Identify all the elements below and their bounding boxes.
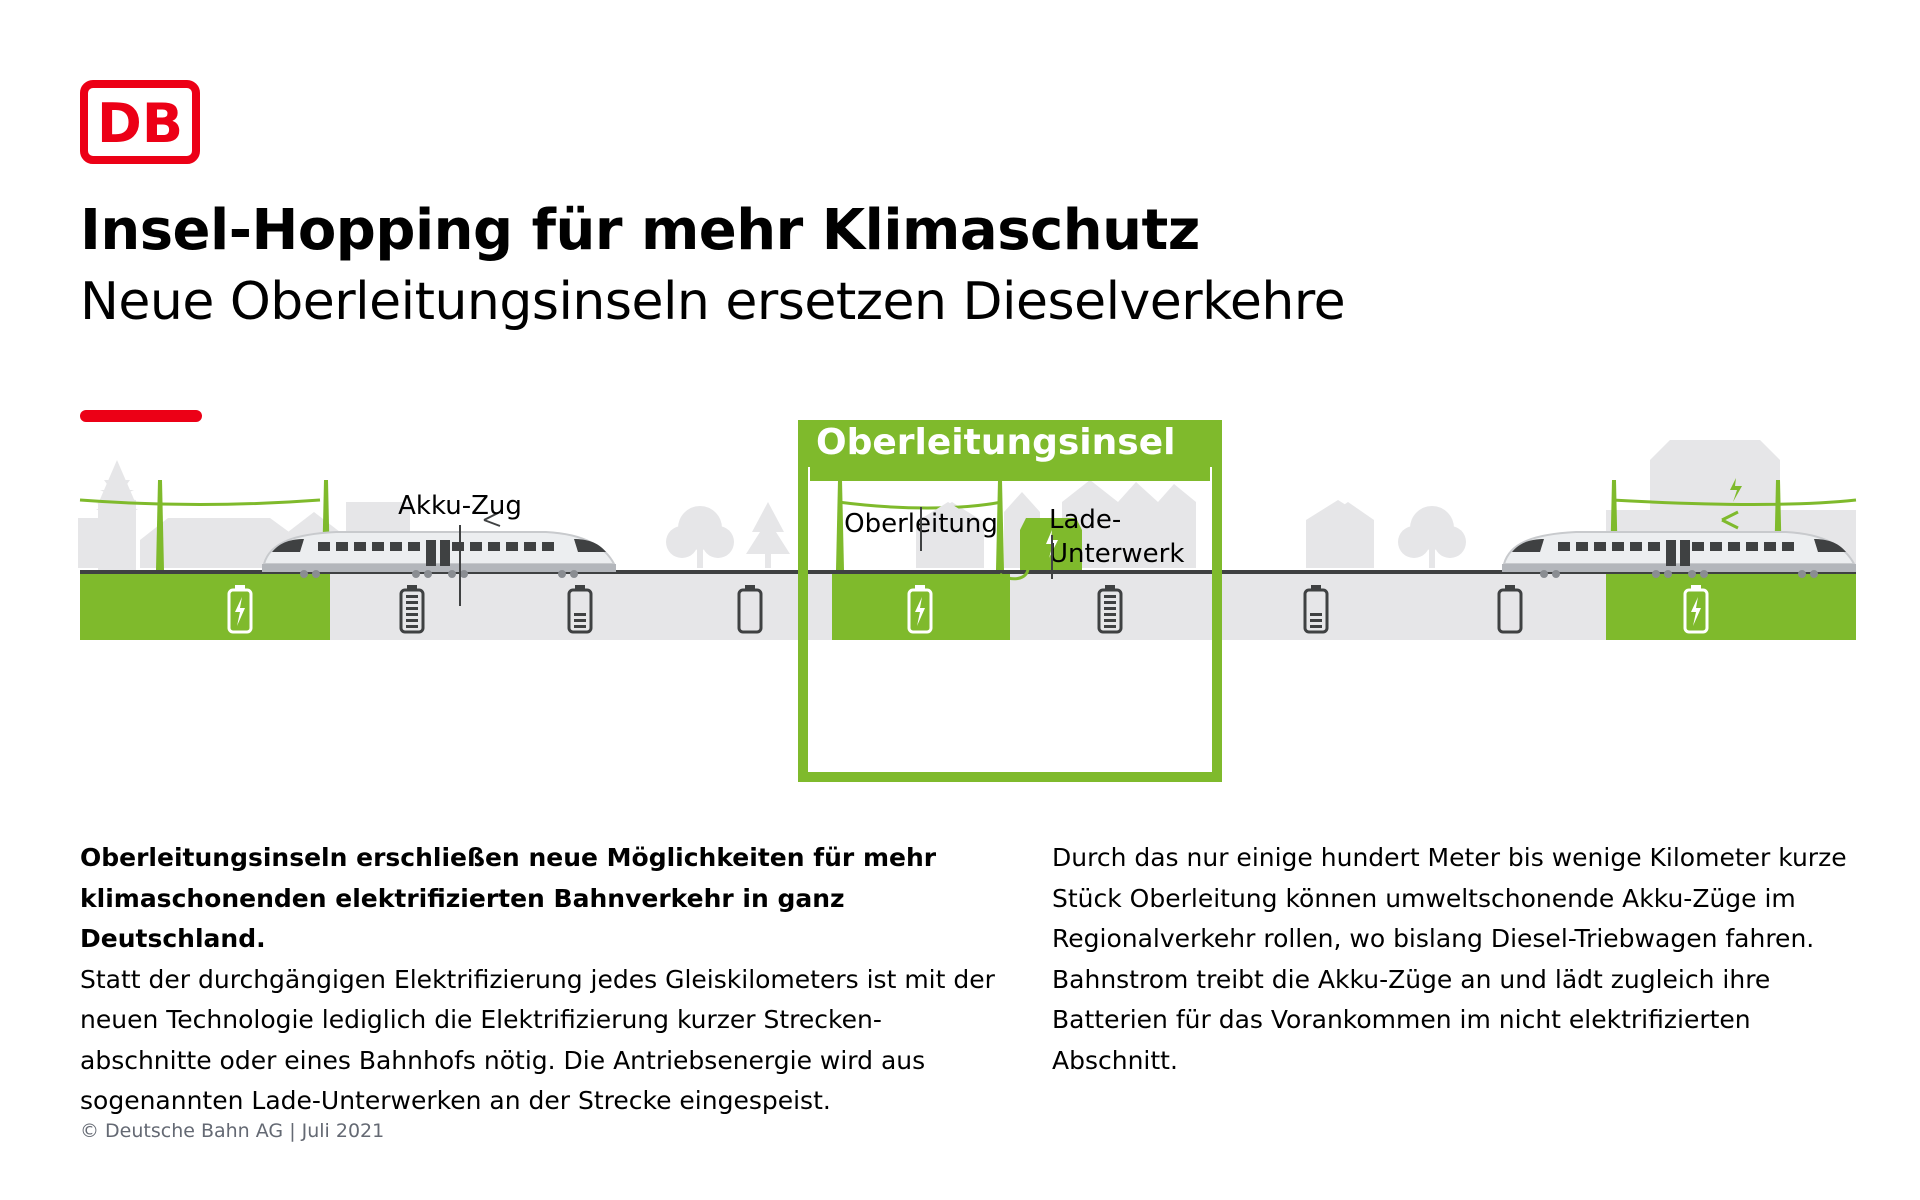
electrified-section-right (1606, 574, 1856, 640)
label-oberleitung: Oberleitung (844, 509, 998, 539)
track-illustration (0, 420, 1920, 800)
lead-paragraph: Oberleitungsinseln erschließen neue Möglichkeiten für mehr klimaschonenden elektrifizierten Bahnverkehr in ganz Deutschland. (80, 843, 937, 953)
page-title: Insel-Hopping für mehr Klimaschutz (80, 198, 1200, 263)
copyright-footer: © Deutsche Bahn AG | Juli 2021 (80, 1120, 385, 1142)
page-subtitle: Neue Oberleitungsinseln ersetzen Dieselverkehre (80, 272, 1346, 332)
label-lade: Lade- (1049, 505, 1122, 535)
pine-tree (746, 502, 790, 554)
akku-train-left (262, 532, 616, 578)
db-logo-text: DB (97, 92, 183, 155)
text-column-left (80, 838, 1000, 1122)
body-paragraph-right: Durch das nur einige hundert Meter bis wenige Kilometer kurze Stück Oberleitung können umweltschonende Akku-Züge im Regionalverkehr rollen, wo bislang Diesel-Triebwagen fahren. Bahnstrom treibt die Akku-Züge an und lädt zugleich ihre Batterien für das Vorankommen im nicht elektrifizierten Abschnitt. (1052, 843, 1847, 1075)
akku-train-right (1502, 532, 1856, 578)
db-logo (80, 80, 200, 164)
church-nave (78, 518, 136, 568)
label-unterwerk: Unterwerk (1049, 539, 1185, 569)
island-title: Oberleitungsinsel (816, 422, 1176, 463)
text-column-right (1052, 838, 1872, 1081)
body-paragraph-left: Statt der durchgängigen Elektrifizierung jedes Gleiskilometers ist mit der neuen Technologie lediglich die Elektrifizierung kurzer Strecken-abschnitte oder eines Bahnhofs nötig. Die Antriebsenergie wird aus sogenannten Lade-Unterwerken an der Strecke eingespeist. (80, 964, 995, 1115)
label-akku-zug: Akku-Zug (398, 491, 522, 521)
electrified-section-left (80, 574, 330, 640)
electrified-section-island (832, 574, 1010, 640)
